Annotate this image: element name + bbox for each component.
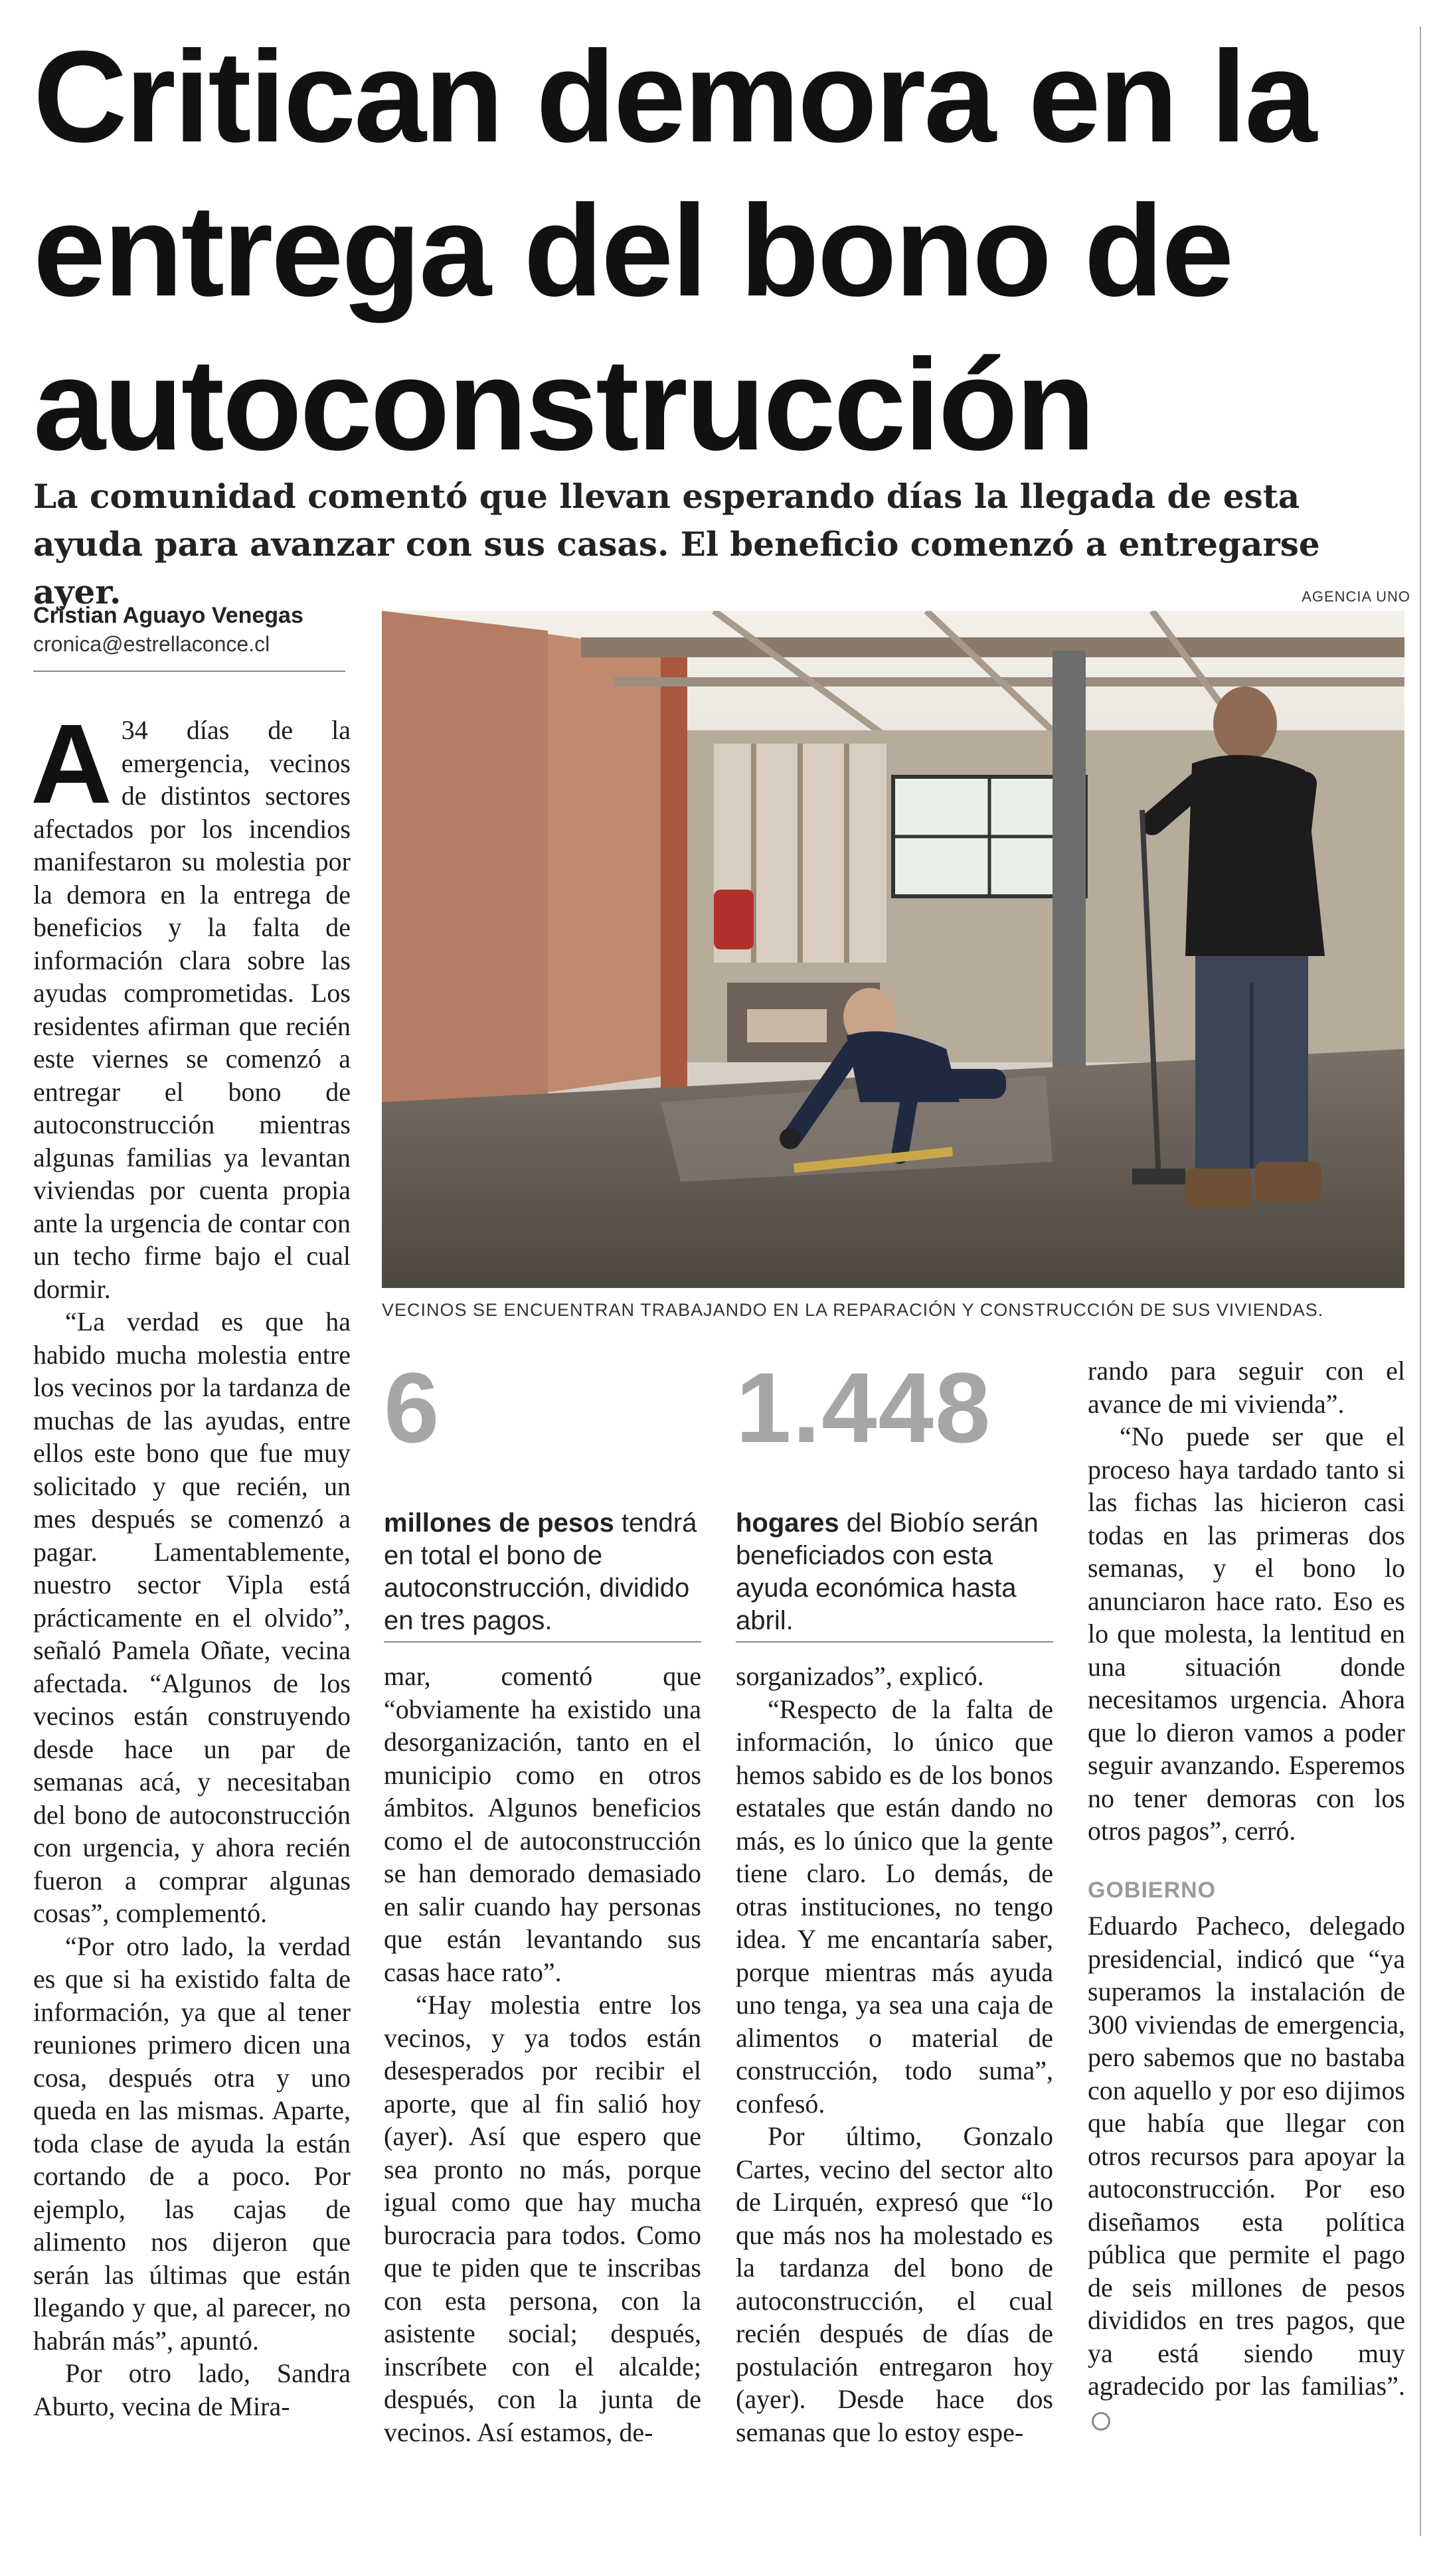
fact-bold: millones de pesos (384, 1508, 614, 1538)
paragraph: Eduardo Pacheco, delegado presidencial, indicó que “ya superamos la instalación de 300 viviendas de emergencia, pero sabemos que no bastaba con aquello y por eso dijimos que había que llegar con otros recursos para apoyar la autoconstrucción. Por eso diseñamos esta política pública que permite el pago de seis millones de pesos divididos en tres pagos, que ya está siendo muy agradecido por las familias”. (1088, 1911, 1405, 2401)
paragraph: “La verdad es que ha habido mucha molestia entre los vecinos por la tardanza de muchas de las ayudas, entre ellos este bono que fue muy solicitado y que recién, un mes después se comenzó a pagar. Lamentablemente, nuestro sector Vipla está prácticamente en el olvido”, señaló Pamela Oñate, vecina afectada. “Algunos de los vecinos están construyendo desde hace un par de semanas acá, y necesitaban del bono de autoconstrucción con urgencia, y ahora recién fueron a comprar algunas cosas”, complementó. (33, 1307, 351, 1928)
paragraph: “Respecto de la falta de información, lo único que hemos sabido es de los bonos estatales que están dando no más, es lo único que la gente tiene claro. Lo demás, de otras instituciones, no tengo idea. Y me encantaría saber, porque mientras más ayuda uno tenga, ya sea una caja de alimentos o material de construcción, todo suma”, confesó. (736, 1694, 1053, 2119)
fact-divider (384, 1641, 701, 1643)
paragraph: “No puede ser que el proceso haya tardado tanto si las fichas las hicieron casi todas en las primeras dos semanas, y el bono lo anunciaron hace rato. Eso es lo que molesta, la lentitud en una situación donde necesitamos urgencia. Ahora que lo dieron vamos a poder seguir avanzando. Esperemos no tener demoras con los otros pagos”, cerró. (1088, 1421, 1405, 1846)
fact-body: tendrá en total el bono de autoconstrucción, dividido en tres pagos. (384, 1508, 697, 1635)
lead-paragraph: 34 días de la emergencia, vecinos de distintos sectores afectados por los incendios manifestaron su molestia por la demora en la entrega de beneficios y la falta de información clara sobre las ayudas comprometidas. Los residentes afirman que recién este viernes se comenzó a entregar el bono de autoconstrucción mientras algunas familias ya levantan viviendas por cuenta propia ante la urgencia de contar con un techo firme bajo el cual dormir. (33, 715, 351, 1304)
column-4 (1088, 1354, 1405, 2435)
column-2 (384, 1660, 701, 2449)
fact-text (384, 1507, 701, 1637)
paragraph: mar, comentó que “obviamente ha existido una desorganización, tanto en el municipio como en otros ámbitos. Algunos beneficios como el de autoconstrucción se han demorado demasiado en salir cuando hay personas que están levantando sus casas hace rato”. (384, 1661, 701, 1987)
section-heading: GOBIERNO (1088, 1877, 1217, 1903)
column-1 (31, 701, 351, 2423)
fact-text (736, 1507, 1053, 1637)
paragraph: sorganizados”, explicó. (736, 1661, 984, 1691)
fact-number: 6 (384, 1352, 441, 1463)
paragraph: rando para seguir con el avance de mi vivienda”. (1088, 1356, 1405, 1419)
author-name: Cristian Aguayo Venegas (33, 603, 303, 628)
fact-box-2 (736, 1354, 1053, 1637)
paragraph: “Por otro lado, la verdad es que si ha existido falta de información, ya que al tener reuniones primero dicen una cosa, después otra y uno queda en las mismas. Aparte, toda clase de ayuda la están cortando de a poco. Por ejemplo, las cajas de alimento nos dijeron que serán las últimas que están llegando y que, al parecer, no habrán más”, apuntó. (33, 1931, 351, 2356)
photo-credit: AGENCIA UNO (1302, 588, 1410, 605)
headline: Critican demora en la entrega del bono de autoconstrucción (33, 24, 1315, 477)
fact-body: del Biobío serán beneficiados con esta ayuda económica hasta abril. (736, 1508, 1039, 1635)
end-of-article-icon (1092, 2412, 1110, 2431)
page-border (1420, 27, 1421, 2536)
paragraph: “Hay molestia entre los vecinos, y ya todos están desesperados por recibir el aporte, que al fin salió hoy (ayer). Así que espero que sea pronto no más, porque igual como que hay mucha burocracia para todos. Como que te piden que te inscribas con esta persona, con la asistente social; después, inscríbete con el alcalde; después, con la junta de vecinos. Así estamos, de- (384, 1990, 701, 2447)
paragraph: Por último, Gonzalo Cartes, vecino del sector alto de Lirquén, expresó que “lo que más nos ha molestado es la tardanza del bono de autoconstrucción, el cual recién después de días de postulación entregaron hoy (ayer). Desde hace dos semanas que lo estoy espe- (736, 2121, 1053, 2447)
fact-box-1 (384, 1354, 701, 1637)
construction-scene-illustration (382, 611, 1404, 1288)
fact-divider (736, 1641, 1053, 1643)
paragraph: Por otro lado, Sandra Aburto, vecina de Mira- (33, 2358, 351, 2421)
photo-caption: VECINOS SE ENCUENTRAN TRABAJANDO EN LA REPARACIÓN Y CONSTRUCCIÓN DE SUS VIVIENDAS. (382, 1300, 1324, 1320)
fact-number: 1.448 (736, 1352, 992, 1463)
byline-divider (33, 671, 345, 672)
drop-cap: A (31, 701, 112, 827)
fact-bold: hogares (736, 1508, 839, 1538)
subheadline: La comunidad comentó que llevan esperando días la llegada de esta ayuda para avanzar con sus casas. El beneficio comenzó a entregarse ayer. (33, 477, 1320, 611)
column-3 (736, 1660, 1053, 2449)
author-email: cronica@estrellaconce.cl (33, 632, 270, 656)
article-photo (382, 611, 1404, 1288)
